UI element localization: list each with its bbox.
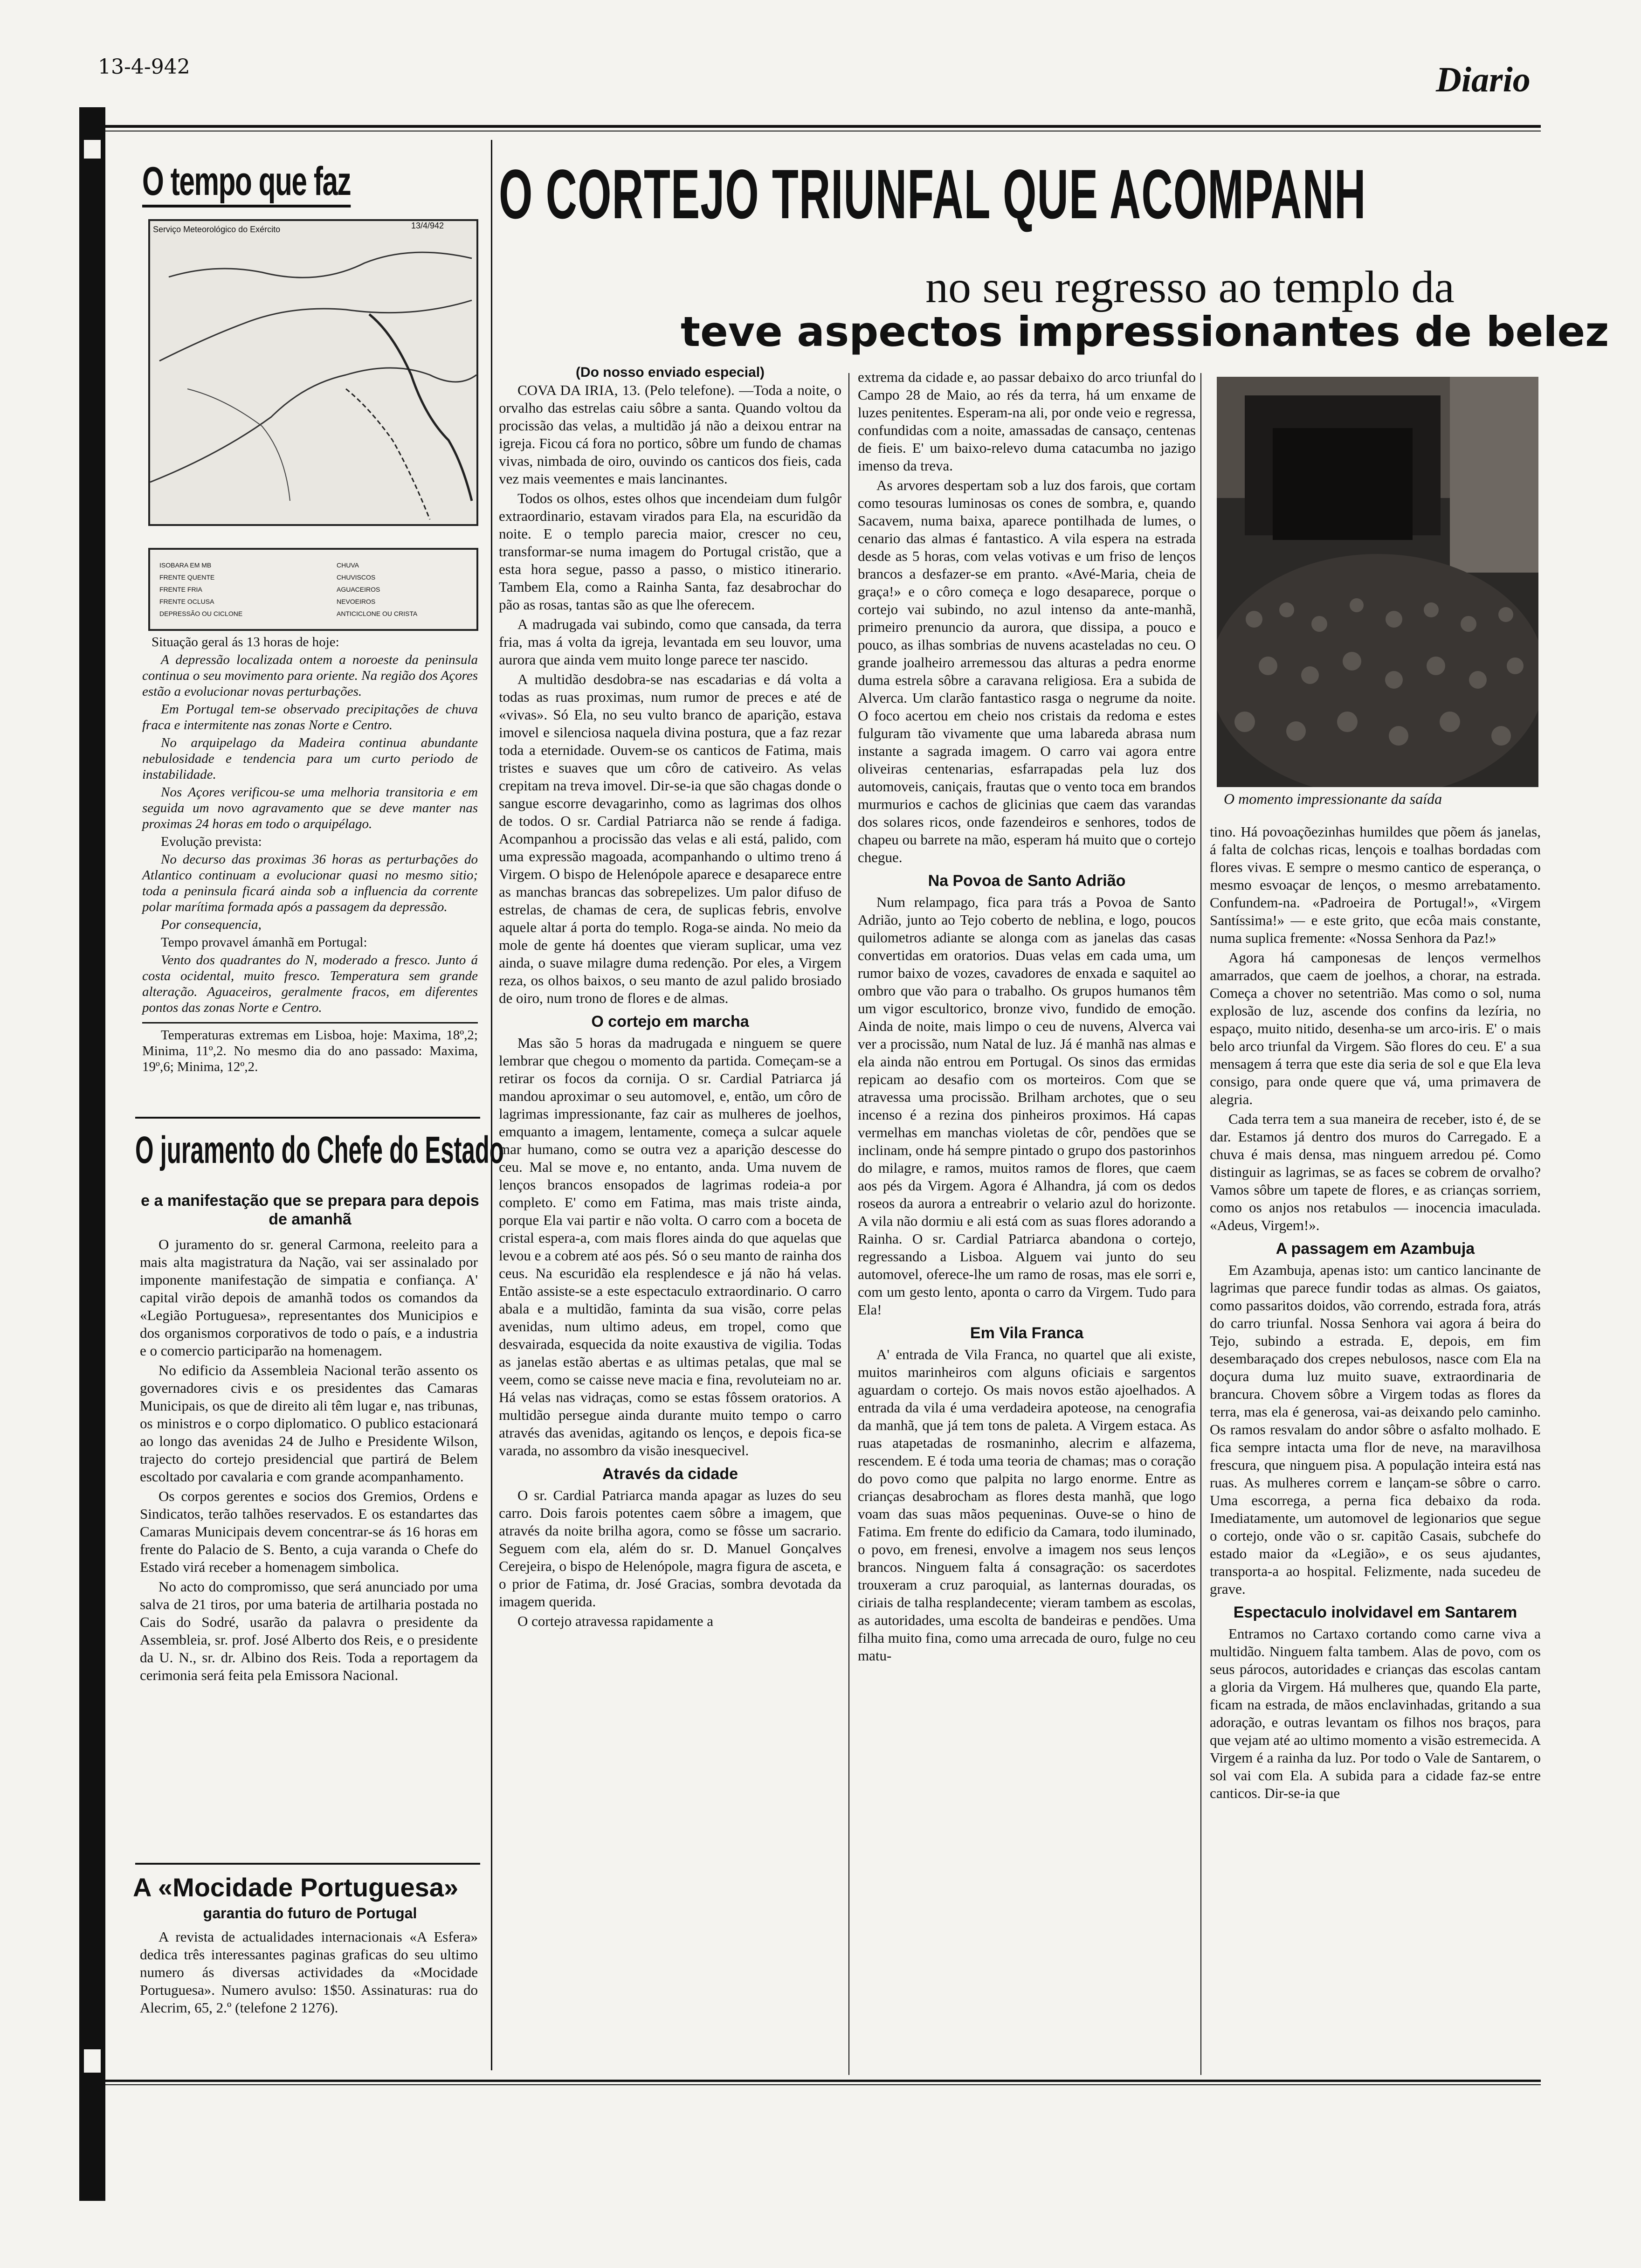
mocidade-text: A revista de actualidades internacionais «A Esfera» dedica três interessantes paginas graficas do seu ultimo numero ás diversas actividades da «Mocidade Portuguesa». Numero avulso: 1$50. Assinaturas: rua do Alecrim, 65, 2.º (telefone 2 1276). [140, 1929, 478, 2016]
oath-title: O juramento do Chefe do Estado [135, 1129, 504, 1171]
photo-caption: O momento impressionante da saída [1224, 790, 1442, 807]
article-para: A madrugada vai subindo, como que cansada, da terra fria, mas á volta da igreja, levantada em seu louvor, uma aurora que ainda vem muito longe parece ter nascido. [499, 616, 841, 668]
weather-temperatures: Temperaturas extremas em Lisboa, hoje: Maxima, 18º,2; Minima, 11º,2. No mesmo dia do ano passado: Maxima, 19º,6; Minima, 12º,2. [142, 1028, 478, 1074]
column-rule [1200, 373, 1201, 2075]
article-subhead: Na Povoa de Santo Adrião [928, 872, 1126, 890]
oath-body [140, 1236, 478, 1686]
weather-map-drawing [150, 221, 476, 524]
legend-item: AGUACEIROS [337, 586, 380, 593]
article-para: COVA DA IRIA, 13. (Pelo telefone). —Toda a noite, o orvalho das estrelas caiu sôbre a santa. Quando voltou da procissão das velas, a multidão já não a deixou entrar na igreja. Ficou cá fora no portico, sôbre um fundo de chamas vivas, nimbada de oiro, ouvindo os canticos dos fieis, cada vez mais veementes e mais lancinantes. [499, 382, 841, 487]
article-para: Mas são 5 horas da madrugada e ninguem se quere lembrar que chegou o momento da partida. Começam-se a retirar os focos da cornija. O sr. Cardial Patriarca já mandou aproximar o seu automovel, e, então, um côro de lagrimas impressionante, faz cair as mulheres de joelhos, emquanto a imagem, lentamente, começa a sulcar aquele mar humano, como se outra vez a aparição descesse do ceu. Mal se move e, no entanto, anda. Uma nuvem de lenços brancos ensopados de lagrimas rodeia-a por completo. E' como em Fatima, mas mais triste ainda, porque Ela vai partir e não volta. O carro com a boceta de cristal espera-a, com mais flores ainda do que aquelas que levou e a cobrem até aos pés. Só o seu manto de rainha dos ceus. Na escuridão ela resplendesce e já não há velas. Então assiste-se a este espectaculo extraordinario. O carro abala e a multidão, faminta da sua visão, corre pelas avenidas, num ultimo adeus, em tropel, como que desvairada, esquecida da noite exaustiva de vigilia. Todas as janelas estão abertas e as ultimas petalas, que mal se veem, como se caisse neve macia e fina, revoluteiam no ar. Há velas nas vidraças, como se estas fôssem oratorios. A multidão persegue ainda durante muito tempo o carro através das avenidas, agitando os lenços, e depois fica-se varada, no assombro da visão inesquecivel. [499, 1035, 841, 1459]
column-rule [848, 373, 849, 2075]
article-subhead: Em Vila Franca [970, 1324, 1084, 1342]
column-rule [491, 140, 492, 2070]
weather-para: No arquipelago da Madeira continua abundante nebulosidade e tendencia para um curto periodo de instabilidade. [142, 735, 478, 782]
article-para: Entramos no Cartaxo cortando como carne viva a multidão. Ninguem falta tambem. Alas de povo, com os seus párocos, autoridades e crianças das escolas cantam a gloria da Virgem. Há mulheres que, quando Ela parte, ficam na estrada, de mãos enclavinhadas, gritando a sua adoração, e outras levantam os filhos nos braços, para que vejam até ao ultimo momento a visão estremecida. A Virgem é a rainha da luz. Por todo o Vale de Santarem, o sol vai com Ela. A subida para a cidade faz-se entre canticos. Dir-se-ia que [1210, 1625, 1541, 1801]
legend-item: ANTICICLONE OU CRISTA [337, 610, 418, 617]
section-divider [135, 1117, 480, 1119]
weather-consequence: Por consequencia, [161, 917, 262, 932]
article-subheadline: no seu regresso ao templo da [925, 262, 1455, 312]
oath-para: Os corpos gerentes e socios dos Gremios, Ordens e Sindicatos, terão talhões reservados. E os estandartes das Camaras Municipais devem concentrar-se ás 16 horas em frente do Palacio de S. Bento, a cuja varanda o Chefe do Estado virá receber a homenagem simbolica. [140, 1488, 478, 1575]
mocidade-body [140, 1928, 478, 2019]
weather-map [148, 219, 478, 526]
article-para: As arvores despertam sob a luz dos farois, que cortam como tesouras luminosas os cones de sombra, e, quando Sacavem, numa baixa, aparece pontilhada de lumes, o cenario das almas é fantastico. A vila espera na estrada desde as 5 horas, com velas votivas e um friso de lenços brancos a desfazer-se em pranto. «Avé-Maria, cheia de graça!» e o côro começa e logo desaparece, porque o cortejo vai subindo, no azul intenso da ante-manhã, primeiro prenuncio da aurora, que dissipa, a pouco e pouco, as ilhas sombrias de nuvens acasteladas no ceu. O grande joalheiro arremessou das alturas a pedra enorme duma estrela sôbre a caravana religiosa. Era a subida de Alverca. Um clarão fantastico rasga o negrume da noite. O foco acertou em cheio nos cristais da redoma e estes fulguram tão vivamente que uma labareda abrasa num instante a sagrada imagem. O carro vai agora entre oliveiras centenarias, esfarrapadas pela luz dos automoveis, caniçais, frautas que o vento toca em brandos murmurios e cachos de glicinias que caem das varandas dos solares ricos, onde fazendeiros e senhores, todos de chapeu ou barrete na mão, esperam há muito que o cortejo chegue. [858, 477, 1196, 865]
article-column-3 [1210, 823, 1541, 1804]
article-para: O sr. Cardial Patriarca manda apagar as luzes do seu carro. Dois farois potentes caem sôbre a imagem, que através da noite brilha agora, como se fôsse um sacrario. Seguem com ela, além do sr. D. Manuel Gonçalves Cerejeira, o bispo de Helenópole, magra figura de asceta, e o prior de Fatima, dr. José Gracias, sombra devotada da imagem querida. [499, 1487, 841, 1610]
article-subhead: A passagem em Azambuja [1276, 1240, 1475, 1258]
article-subhead: O cortejo em marcha [591, 1013, 749, 1030]
weather-evolution: No decurso das proximas 36 horas as perturbações do Atlantico continuam a evolucionar quasi no mesmo sitio; toda a peninsula ficará ainda sob a influencia da corrente polar marítima formada após a passagem da depressão. [142, 852, 478, 914]
article-byline: (Do nosso enviado especial) [575, 365, 765, 380]
weather-para: Nos Açores verificou-se uma melhoria transitoria e em seguida um novo agravamento que se deve manter nas proximas 24 horas em todo o arquipélago. [142, 785, 478, 831]
bottom-rule-thin [98, 2084, 1541, 2085]
article-para: Cada terra tem a sua maneira de receber, isto é, de se dar. Estamos já dentro dos muros do Carregado. E a chuva é mais densa, mas ninguem arredou pé. Como distinguir as lagrimas, se as faces se cobrem de orvalho? Vamos sôbre um tapete de flores, e as crianças sorriem, como os anjos nos retabulos — inocencia imaculada. «Adeus, Virgem!». [1210, 1111, 1541, 1233]
weather-forecast-label: Tempo provavel ámanhã em Portugal: [161, 935, 367, 950]
legend-left [159, 559, 299, 620]
legend-item: CHUVISCOS [337, 574, 376, 581]
map-label: Serviço Meteorológico do Exército [153, 225, 281, 234]
oath-para: No acto do compromisso, que será anunciado por uma salva de 21 tiros, por uma bateria de artilharia postada no Cais do Sodré, usarão da palavra o presidente da Assembleia, sr. prof. José Alberto dos Reis, e o presidente da U. N., sr. dr. Albino dos Reis. Toda a reportagem da cerimonia será feita pela Emissora Nacional. [140, 1578, 478, 1683]
legend-item: NEVOEIROS [337, 598, 376, 605]
article-para: Todos os olhos, estes olhos que incendeiam dum fulgôr extraordinario, estavam virados para Ela, na escuridão da noite. E o templo parecia maior, crescer no ceu, transformar-se numa imagem do Portugal cristão, que a esta hora segue, passo a passo, o mistico itinerario. Tambem Ela, como a Rainha Santa, faz desabrochar do pão as rosas, tantas são as que lhe oferecem. [499, 490, 841, 613]
article-column-2 [858, 368, 1196, 1666]
legend-item: DEPRESSÃO OU CICLONE [159, 610, 243, 617]
weather-para: Em Portugal tem-se observado precipitações de chuva fraca e intermitente nas zonas Norte e Centro. [142, 702, 478, 733]
article-para: O cortejo atravessa rapidamente a [517, 1613, 714, 1629]
legend-item: FRENTE OCLUSA [159, 598, 214, 605]
mocidade-subtitle: garantia do futuro de Portugal [203, 1905, 417, 1922]
spine-notch [84, 140, 101, 159]
page-date: 13-4-942 [98, 55, 190, 79]
legend-item: FRENTE FRIA [159, 586, 202, 593]
newspaper-name: Diario [1436, 60, 1531, 99]
section-divider [135, 1863, 480, 1865]
article-para: Agora há camponesas de lenços vermelhos amarrados, que caem de joelhos, a chorar, na estrada. Começa a chover no setentrião. Mas como o sol, numa explosão de luz, ascende dos confins da lezíria, no espaço, muito nitido, desenha-se um arco-iris. E' o mais belo arco triunfal da Virgem. São flores do ceu. E' a sua mensagem á terra que este dia seria de sol e que Ela leva consigo, para onde quere que vá, uma primavera de alegria. [1210, 949, 1541, 1107]
article-para: tino. Há povoaçõezinhas humildes que põem ás janelas, á falta de colchas ricas, lençois e toalhas bordadas com flores vivas. E sempre o mesmo cantico de esperança, o mesmo esvoaçar de lenços, o mesmo arrebatamento. Confundem-na. «Padroeira de Portugal!», «Virgem Santíssima!» — e este grito, que ecôa mais constante, numa suplica fremente: «Nossa Senhora da Paz!» [1210, 823, 1541, 946]
oath-para: O juramento do sr. general Carmona, reeleito para a mais alta magistratura da Nação, vai ser assinalado por imponente manifestação de simpatia e confiança. A' capital virão depois de amanhã todos os comandos da «Legião Portuguesa», representantes dos Municipios e dos organismos corporativos de todo o país, e a industria e o comercio participarão na homenagem. [140, 1236, 478, 1359]
article-para: Em Azambuja, apenas isto: um cantico lancinante de lagrimas que parece fundir todas as almas. Os gaiatos, como passaritos doidos, vão correndo, estrada fora, atrás do carro triunfal. Nossa Senhora vai agora á beira do Tejo, subindo a estrada. E, depois, em fim desembaraçado dos crepes nebulosos, nasce com Ela na doçura duma luz muito suave, extraordinaria de brancura. Chovem sôbre a Virgem todas as flores da terra, mas ela é generosa, vai-as deixando pelo caminho. Os ramos resvalam do andor sôbre o asfalto molhado. E fica sempre intacta uma flor de neve, na maravilhosa frescura, que ninguem pisa. A população inteira está nas ruas. As mulheres correm e lançam-se sôbre o carro. Uma escorrega, a perna fica debaixo da roda. Imediatamente, um automovel de legionarios que segue o cortejo, onde vão o sr. capitão Casais, subchefe do estado maior da «Legião», e os seus ajudantes, transporta-a ao hospital. Felizmente, nada sucedeu de grave. [1210, 1262, 1541, 1597]
weather-forecast: Vento dos quadrantes do N, moderado a fresco. Junto á costa ocidental, muito fresco. Temperatura sem grande alteração. Aguaceiros, geralmente fracos, em diferentes pontos das zonas Norte e Centro. [142, 953, 478, 1015]
legend-item: ISOBARA EM MB [159, 561, 212, 569]
map-date: 13/4/942 [411, 221, 444, 230]
mocidade-title: A «Mocidade Portuguesa» [133, 1873, 459, 1902]
article-subheadline-bold: teve aspectos impressionantes de belez [681, 308, 1609, 356]
article-para: A' entrada de Vila Franca, no quartel que ali existe, muitos marinheiros com alguns oficiais e sargentos aguardam o cortejo. Os mais novos estão ajoelhados. A entrada da vila é uma verdadeira apoteose, na cenografia da manhã, que já tem tons de paleta. A Virgem estaca. As ruas atapetadas de rosmaninho, alecrim e alfazema, rescendem. E é toda uma teoria de chamas; mas o coração do povo como que palpita no largo enorme. Entre as crianças desabrocham as flores desta manhã, que logo voam das suas mãos pequeninas. Ouve-se o hino de Fatima. Em frente do edificio da Camara, todo iluminado, o povo, em frenesi, envolve a imagem nos seus lenços brancos. Ninguem falta á consagração: os sacerdotes trouxeram a cruz paroquial, as lanternas douradas, os ciriais de talha resplandecente; vieram tambem as escolas, as autoridades, uma escolta de bandeiras e pendões. Uma filha muito fina, como uma arrecada de ouro, fulge no ceu matu- [858, 1346, 1196, 1664]
legend-item: CHUVA [337, 561, 359, 569]
weather-evolution-label: Evolução prevista: [161, 834, 262, 849]
article-subhead: Espectaculo inolvidavel em Santarem [1233, 1604, 1517, 1621]
legend-right [337, 559, 472, 620]
crowd-photo [1217, 377, 1538, 787]
weather-title: O tempo que faz [142, 159, 351, 207]
oath-subtitle: e a manifestação que se prepara para depois de amanhã [141, 1192, 479, 1228]
divider [142, 1022, 478, 1023]
article-subhead: Através da cidade [602, 1465, 738, 1483]
weather-lead: Situação geral ás 13 horas de hoje: [152, 635, 339, 650]
bottom-rule [98, 2080, 1541, 2082]
weather-para: A depressão localizada ontem a noroeste da peninsula continua o seu movimento para oriente. Na região dos Açores estão a evolucionar novas perturbações. [142, 652, 478, 699]
spine-notch [84, 2049, 101, 2073]
legend-item: FRENTE QUENTE [159, 574, 215, 581]
oath-para: No edificio da Assembleia Nacional terão assento os governadores civis e os presidentes das Camaras Municipais, os que de direito ali têm lugar e, nas tribunas, os ministros e o corpo diplomatico. O publico estacionará ao longo das avenidas 24 de Julho e Presidente Wilson, trajecto do cortejo presidencial que partirá de Belem escoltado por cavalaria e com grande acompanhamento. [140, 1362, 478, 1485]
top-rule [98, 125, 1541, 128]
article-column-1 [499, 364, 841, 1632]
article-para: A multidão desdobra-se nas escadarias e dá volta a todas as ruas proximas, num rumor de preces e até de «vivas». Só Ela, no seu vulto branco de aparição, estava imovel e silenciosa naquela divina postura, que a faz rezar toda a eternidade. Ouvem-se os canticos de Fatima, mais tristes e suaves que um côro de cativeiro. As velas crepitam na treva imovel. Dir-se-ia que são chagas donde o sangue escorre devagarinho, como as lagrimas dos olhos de todos. O sr. Cardial Patriarca não se rende á fadiga. Acompanhou a procissão das velas e ali está, palido, com uma expressão magoada, acompanhando o ultimo treno á Virgem. O bispo de Helenópole aparece e desaparece entre as manchas brancas das sobrepelizes. Um palor difuso de estrelas, de chamas de cera, de suplicas febris, envolve aquele altar á porta do templo. Roga-se ainda. No meio da mole de gente há doentes que vieram suplicar, uma vez ainda, o suave milagre duma redenção. Por eles, a Virgem reza, os olhos baixos, o seu manto de azul palido brosiado de oiro, num trono de flores e de almas. [499, 671, 841, 1006]
article-headline: O CORTEJO TRIUNFAL QUE ACOMPANH [499, 155, 1366, 233]
page-spine-bar [79, 107, 105, 2201]
weather-report [142, 634, 478, 1077]
weather-map-legend [148, 548, 478, 631]
article-para: Num relampago, fica para trás a Povoa de Santo Adrião, junto ao Tejo coberto de neblina, e logo, poucos quilometros adiante se alonga com as janelas das casas convertidas em oratorios. Duas velas em cada uma, um rumor baixo de vozes, cavadores de enxada e saquitel ao ombro que vão para o trabalho. Os grupos humanos têm um vigor escultorico, bronze vivo, fundido de emoção. Ainda de noite, mais limpo o ceu de nuvens, Alverca vai ver a procissão, num Natal de luz. Já é manhã nas almas e ela ainda não entrou em Portugal. Os sinos das ermidas repicam ao desafio com os morteiros. Com que se atravessa uma procissão. Brilham archotes, que o seu incenso é a rezina dos pinheiros proximos. Há capas vermelhas em manchas violetas de côr, pendões que se inclinam, onde há sempre pintado o grupo dos pastorinhos do milagre, e ramos, muitos ramos de flores, que caem aos pés da Virgem. Agora é Alhandra, já com os dedos roseos da aurora a entreabrir o velario azul do horizonte. A vila não dormiu e ali está com as suas flores adorando a Rainha. O sr. Cardial Patriarca abandona o cortejo, regressando a Lisboa. Alguem vai junto do seu automovel, oferece-lhe um ramo de rosas, mas ele sorri e, com um gesto lento, aponta o carro da Virgem. Tudo para Ela! [858, 894, 1196, 1318]
article-para: extrema da cidade e, ao passar debaixo do arco triunfal do Campo 28 de Maio, ao rés da terra, há um enxame de luzes penitentes. Esperam-na ali, por onde veio e regressa, confundidas com a noite, amassadas de cansaço, centenas de fieis. E' um baixo-relevo duma catacumba no jazigo imenso da treva. [858, 369, 1196, 474]
article-photo [1217, 377, 1538, 787]
